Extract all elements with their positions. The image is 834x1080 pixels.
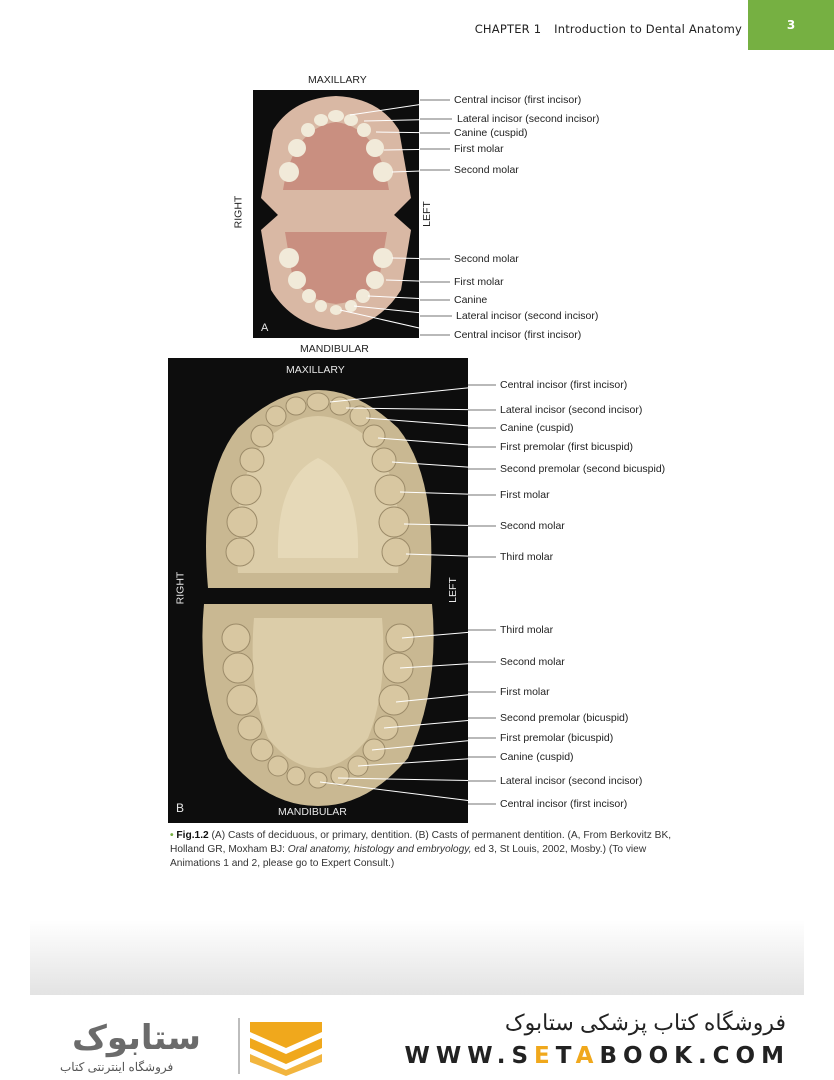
fig-b-max-label: Second molar xyxy=(500,520,565,532)
store-name: فروشگاه کتاب پزشکی ستابوک xyxy=(504,1010,786,1035)
fig-b-max-label: Canine (cuspid) xyxy=(500,422,574,434)
fig-b-right-label: RIGHT xyxy=(174,571,187,605)
fig-a-max-label: First molar xyxy=(454,143,504,155)
url-part: T xyxy=(555,1043,576,1069)
fig-b-panel-letter: B xyxy=(176,801,185,815)
fig-b-max-label: First molar xyxy=(500,489,550,501)
fig-b-maxillary-label: MAXILLARY xyxy=(286,364,345,376)
caption-text-italic: Oral anatomy, histology and embryology, xyxy=(287,843,472,855)
fig-a-maxillary-label: MAXILLARY xyxy=(308,74,367,86)
fig-b-mand-label: First premolar (bicuspid) xyxy=(500,732,614,744)
figure-a-deciduous-casts xyxy=(253,90,419,338)
url-part: BOOK.COM xyxy=(599,1043,790,1069)
logo-subtitle: فروشگاه اینترنتی کتاب xyxy=(60,1060,174,1074)
fig-b-left-label: LEFT xyxy=(446,577,459,603)
chapter-title: Introduction to Dental Anatomy xyxy=(554,22,742,36)
figure-caption xyxy=(170,829,690,870)
fig-a-max-label: Central incisor (first incisor) xyxy=(454,94,582,106)
chapter-label: CHAPTER 1 xyxy=(474,22,542,36)
caption-figure-number: Fig.1.2 xyxy=(176,830,209,841)
fig-a-casts-drawing xyxy=(253,90,419,338)
url-highlight: A xyxy=(575,1043,600,1069)
fig-a-max-label: Lateral incisor (second incisor) xyxy=(457,113,600,125)
fig-a-mand-label: First molar xyxy=(454,276,504,288)
store-url xyxy=(405,1043,791,1069)
url-highlight: E xyxy=(534,1043,556,1069)
fig-a-left-label: LEFT xyxy=(420,201,433,227)
fig-a-mand-label: Second molar xyxy=(454,253,519,265)
caption-bullet: • xyxy=(170,830,174,841)
fig-b-max-label: Central incisor (first incisor) xyxy=(500,379,628,391)
figure-b-permanent-casts xyxy=(168,358,468,823)
setabook-logo-icon xyxy=(246,1018,326,1076)
fig-b-mand-label: Second molar xyxy=(500,656,565,668)
fig-b-mand-label: Canine (cuspid) xyxy=(500,751,574,763)
fig-b-casts-drawing xyxy=(168,358,468,823)
fig-b-max-label: Lateral incisor (second incisor) xyxy=(500,404,643,416)
fig-b-mandibular-label: MANDIBULAR xyxy=(278,806,347,818)
fig-b-mand-label: First molar xyxy=(500,686,550,698)
page-number-tab xyxy=(748,0,834,50)
fig-a-panel-letter: A xyxy=(261,322,269,334)
fig-a-max-label: Second molar xyxy=(454,164,519,176)
fig-b-mand-label: Third molar xyxy=(500,624,554,636)
fig-b-max-label: Second premolar (second bicuspid) xyxy=(500,463,666,475)
logo-divider xyxy=(238,1018,240,1074)
fig-b-max-label: First premolar (first bicuspid) xyxy=(500,441,634,453)
caption-text-2: ed 3, St Louis, 2002, Mosby.) (To view Animations 1 and 2, please go to Expert Consult.) xyxy=(170,843,647,869)
fig-a-mand-label: Lateral incisor (second incisor) xyxy=(456,310,599,322)
fig-b-mand-label: Central incisor (first incisor) xyxy=(500,798,628,810)
fig-b-mand-label: Lateral incisor (second incisor) xyxy=(500,775,643,787)
fig-a-mand-label: Canine xyxy=(454,294,488,306)
footer-shade xyxy=(30,920,804,995)
fig-a-right-label: RIGHT xyxy=(232,195,245,229)
page-number: 3 xyxy=(786,18,796,32)
fig-b-max-label: Third molar xyxy=(500,551,554,563)
running-header xyxy=(475,22,742,36)
url-part: WWW.S xyxy=(404,1043,535,1069)
fig-a-mandibular-label: MANDIBULAR xyxy=(300,343,369,355)
fig-b-mand-label: Second premolar (bicuspid) xyxy=(500,712,629,724)
logo-wordmark: ستابوک xyxy=(72,1018,201,1058)
fig-a-max-label: Canine (cuspid) xyxy=(454,127,528,139)
fig-a-mand-label: Central incisor (first incisor) xyxy=(454,329,582,341)
caption-text-1: (A) Casts of deciduous, or primary, dentition. (B) Casts of permanent dentition. (A, From Berkovitz BK, Holland GR, Moxham BJ: xyxy=(170,830,672,855)
